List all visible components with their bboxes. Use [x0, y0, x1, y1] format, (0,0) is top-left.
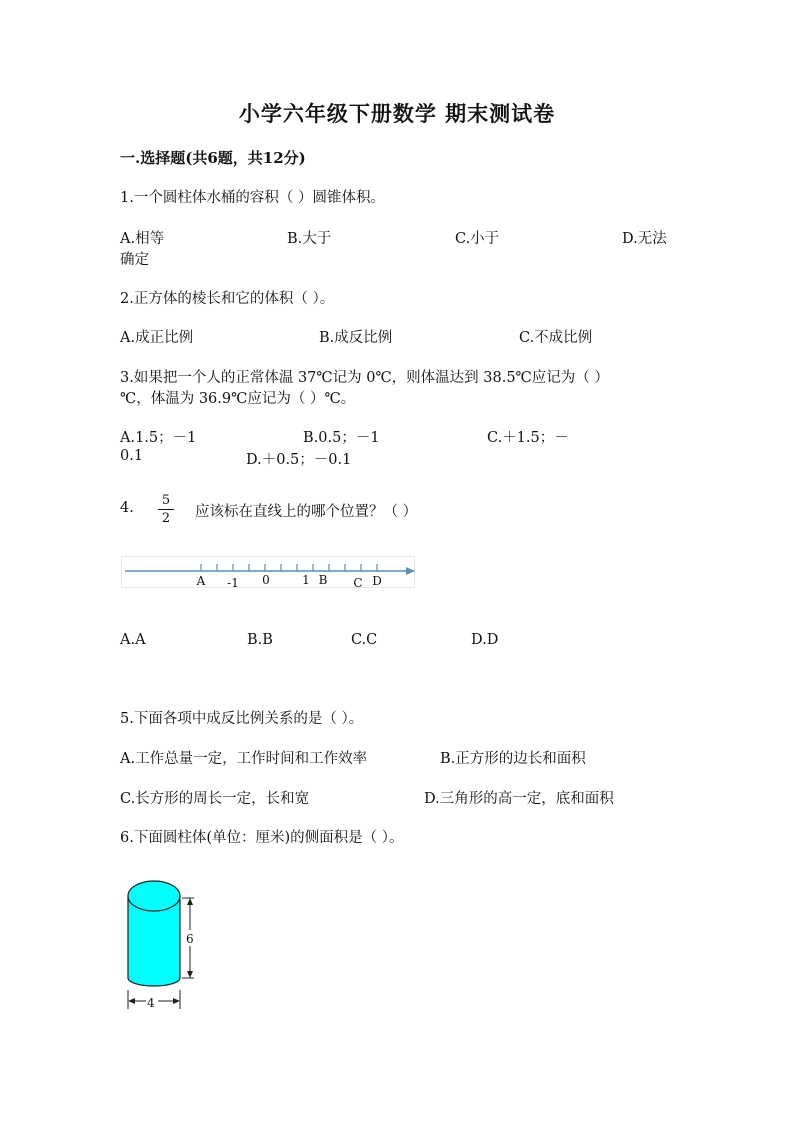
- section-heading: 一.选择题(共6题，共12分): [120, 149, 306, 167]
- question-3-text-line1: 3.如果把一个人的正常体温 37℃记为 0℃，则体温达到 38.5℃应记为（ ）: [120, 370, 609, 386]
- question-5-option-c: C.长方形的周长一定，长和宽: [120, 791, 310, 807]
- question-4-text: 应该标在直线上的哪个位置？（ ）: [195, 504, 418, 520]
- fraction-five-halves: [158, 493, 174, 526]
- question-4-number: 4.: [120, 500, 134, 516]
- fraction-numerator: 5: [161, 493, 171, 508]
- question-3-option-b: B.0.5；－1: [303, 430, 380, 446]
- question-1-option-d: D.无法: [622, 231, 667, 247]
- diameter-arrow-left-icon: [128, 998, 135, 1004]
- question-3-option-c: C.＋1.5；－: [487, 430, 569, 446]
- question-5-option-b: B.正方形的边长和面积: [440, 751, 586, 767]
- question-2-option-a: A.成正比例: [120, 330, 194, 346]
- question-2-option-b: B.成反比例: [319, 330, 393, 346]
- question-4-option-d: D.D: [471, 632, 499, 648]
- tick-label-minus-one: -1: [227, 576, 239, 590]
- fraction-denominator: 2: [161, 511, 171, 526]
- question-1-option-c: C.小于: [455, 231, 500, 247]
- number-line-ticks: [201, 564, 377, 571]
- height-label: 6: [186, 932, 194, 946]
- question-1-option-d-continued: 确定: [120, 252, 149, 268]
- question-5-option-d: D.三角形的高一定，底和面积: [424, 791, 614, 807]
- fraction-bar: [158, 509, 174, 510]
- cylinder-figure: [118, 874, 200, 1016]
- tick-label-one: 1: [302, 573, 310, 587]
- question-3-text-line2: ℃，体温为 36.9℃应记为（ ）℃。: [120, 391, 356, 407]
- question-3-option-c-continued: 0.1: [120, 448, 144, 464]
- height-arrow-down-icon: [187, 971, 193, 978]
- question-4-option-b: B.B: [247, 632, 273, 648]
- question-5-option-a: A.工作总量一定，工作时间和工作效率: [120, 751, 368, 767]
- number-line-arrow-icon: [406, 567, 415, 575]
- point-label-a: A: [196, 574, 206, 588]
- point-label-d: D: [372, 574, 382, 588]
- question-2-option-c: C.不成比例: [519, 330, 593, 346]
- question-4-option-c: C.C: [351, 632, 378, 648]
- point-label-c: C: [353, 576, 363, 590]
- question-1-option-b: B.大于: [287, 231, 332, 247]
- question-4-option-a: A.A: [120, 632, 146, 648]
- diameter-label: 4: [147, 996, 155, 1010]
- question-5-text: 5.下面各项中成反比例关系的是（ ）。: [120, 711, 364, 727]
- point-label-b: B: [318, 573, 328, 587]
- question-3-option-a: A.1.5；－1: [120, 430, 197, 446]
- question-1-text: 1.一个圆柱体水桶的容积（ ）圆锥体积。: [120, 190, 385, 206]
- question-6-text: 6.下面圆柱体(单位：厘米)的侧面积是（ ）。: [120, 830, 404, 846]
- tick-label-zero: 0: [262, 573, 270, 587]
- page-title: 小学六年级下册数学 期末测试卷: [238, 101, 556, 126]
- number-line-figure: [121, 556, 417, 592]
- height-arrow-up-icon: [187, 898, 193, 905]
- cylinder-top-face: [128, 881, 180, 911]
- question-3-option-d: D.＋0.5；－0.1: [246, 452, 352, 468]
- question-1-option-a: A.相等: [120, 231, 165, 247]
- diameter-arrow-right-icon: [173, 998, 180, 1004]
- question-2-text: 2.正方体的棱长和它的体积（ ）。: [120, 291, 335, 307]
